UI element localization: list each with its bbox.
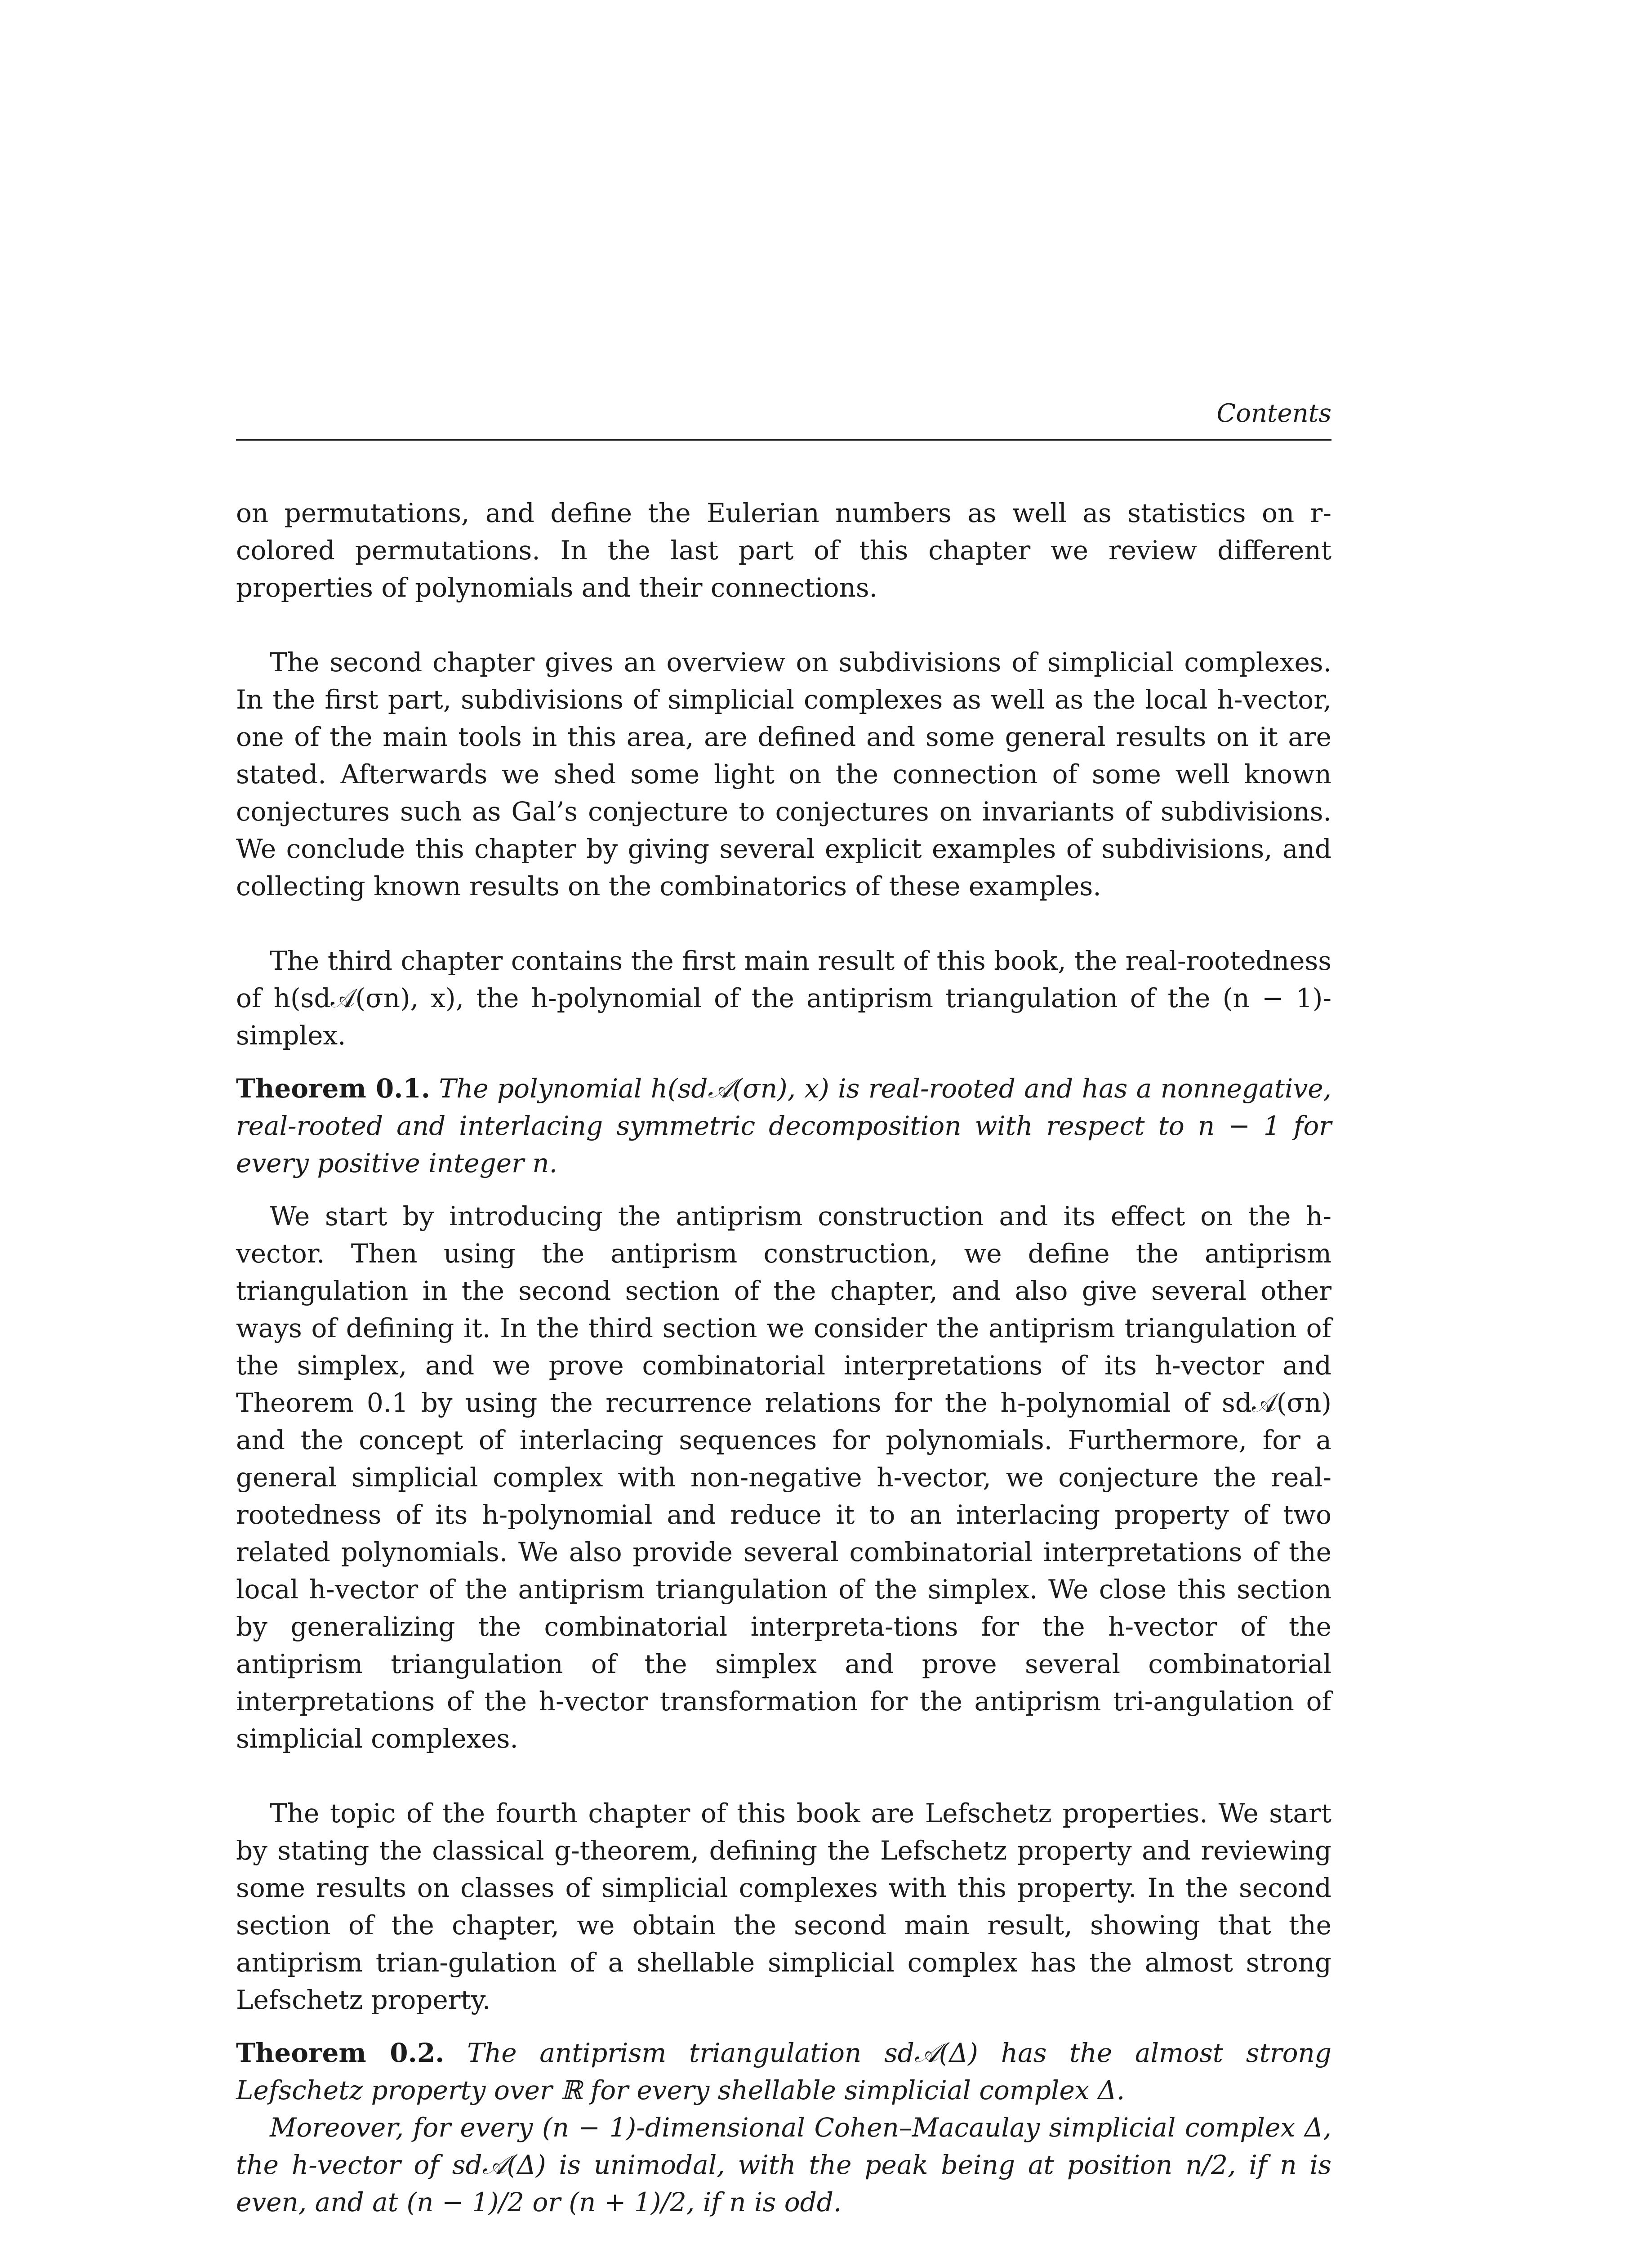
paragraph-3: The third chapter contains the first main result of this book, the real-rootedness of h(sd𝒜(σn), x), the h-polynomial of the antiprism triangulation of the (n − 1)-simplex.	[236, 946, 1331, 1051]
theorem-0-1	[236, 1070, 1331, 1182]
theorem-0-1-text: The polynomial h(sd𝒜(σn), x) is real-rooted and has a nonnegative, real-rooted and interlacing symmetric decomposition with respect to n − 1 for every positive integer n.	[236, 1073, 1331, 1178]
paragraph-2: The second chapter gives an overview on subdivisions of simplicial complexes. In the first part, subdivisions of simplicial complexes as well as the local h-vector, one of the main tools in this area, are defined and some general results on it are stated. Afterwards we shed some light on the connection of some well known conjectures such as Gal’s conjecture to conjectures on invariants of subdivisions. We conclude this chapter by giving several explicit examples of subdivisions, and collecting known results on the combinatorics of these examples.	[236, 647, 1331, 901]
running-head: Contents	[1216, 399, 1331, 428]
theorem-0-2-text: The antiprism triangulation sd𝒜(Δ) has the almost strong Lefschetz property over ℝ for every shellable simplicial complex Δ.	[236, 2038, 1332, 2105]
theorem-0-2	[236, 2034, 1331, 2109]
page-body	[236, 495, 1331, 2221]
theorem-0-1-label: Theorem 0.1.	[236, 1073, 430, 1104]
theorem-0-2-continuation: Moreover, for every (n − 1)-dimensional Cohen–Macaulay simplicial complex Δ, the h-vector of sd𝒜(Δ) is unimodal, with the peak being at position n/2, if n is even, and at (n − 1)/2 or (n + 1)/2, if n is odd.	[236, 2112, 1331, 2217]
paragraph-5: The topic of the fourth chapter of this book are Lefschetz properties. We start by stating the classical g-theorem, defining the Lefschetz property and reviewing some results on classes of simplicial complexes with this property. In the second section of the chapter, we obtain the second main result, showing that the antiprism trian-gulation of a shellable simplicial complex has the almost strong Lefschetz property.	[236, 1798, 1331, 2015]
theorem-0-2-label: Theorem 0.2.	[236, 2038, 445, 2068]
paragraph-4: We start by introducing the antiprism construction and its effect on the h-vector. Then using the antiprism construction, we define the antiprism triangulation in the second section of the chapter, and also give several other ways of defining it. In the third section we consider the antiprism triangulation of the simplex, and we prove combinatorial interpretations of its h-vector and Theorem 0.1 by using the recurrence relations for the h-polynomial of sd𝒜(σn) and the concept of interlacing sequences for polynomials. Furthermore, for a general simplicial complex with non-negative h-vector, we conjecture the real-rootedness of its h-polynomial and reduce it to an interlacing property of two related polynomials. We also provide several combinatorial interpretations of the local h-vector of the antiprism triangulation of the simplex. We close this section by generalizing the combinatorial interpreta-tions for the h-vector of the antiprism triangulation of the simplex and prove several combinatorial interpretations of the h-vector transformation for the antiprism tri-angulation of simplicial complexes.	[236, 1201, 1331, 1754]
page-header	[236, 396, 1331, 441]
paragraph-1: on permutations, and define the Eulerian numbers as well as statistics on r-colored permutations. In the last part of this chapter we review different properties of polynomials and their connections.	[236, 498, 1331, 603]
